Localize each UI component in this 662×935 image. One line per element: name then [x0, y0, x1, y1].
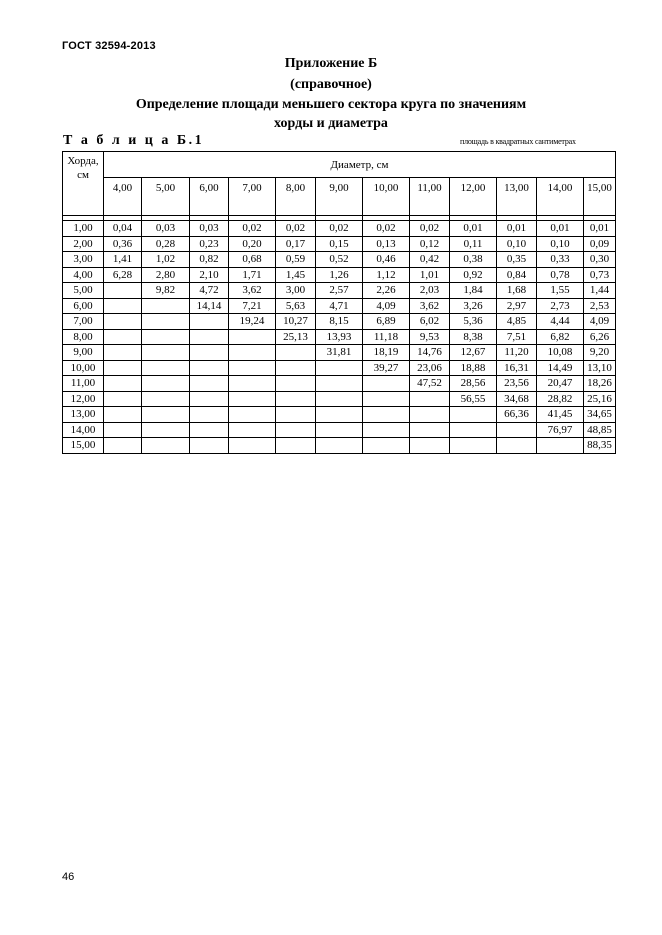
area-cell: 9,82: [142, 283, 190, 299]
area-cell: 28,56: [450, 376, 497, 392]
appendix-title: Приложение Б: [284, 56, 378, 71]
area-cell: 8,38: [450, 329, 497, 345]
area-cell: 0,46: [363, 252, 410, 268]
table-row: [63, 391, 616, 407]
area-cell: [190, 329, 229, 345]
area-cell: 8,15: [316, 314, 363, 330]
area-cell: [276, 391, 316, 407]
area-cell: [276, 407, 316, 423]
area-cell: 1,71: [229, 267, 276, 283]
area-cell: 0,28: [142, 236, 190, 252]
area-cell: [142, 314, 190, 330]
area-cell: 0,35: [497, 252, 537, 268]
area-cell: 1,01: [410, 267, 450, 283]
area-cell: 19,24: [229, 314, 276, 330]
area-cell: 10,27: [276, 314, 316, 330]
area-cell: 0,01: [450, 221, 497, 237]
area-cell: [276, 360, 316, 376]
corner-header-cell: [63, 152, 104, 216]
chord-cell: 7,00: [63, 314, 104, 330]
area-cell: 0,02: [229, 221, 276, 237]
chord-cell: 5,00: [63, 283, 104, 299]
area-cell: [316, 407, 363, 423]
area-cell: 0,03: [142, 221, 190, 237]
table-row: [63, 376, 616, 392]
corner-label-line1: Хорда,: [67, 155, 99, 167]
area-cell: 2,97: [497, 298, 537, 314]
area-cell: 11,18: [363, 329, 410, 345]
table-row: [63, 252, 616, 268]
area-cell: 3,26: [450, 298, 497, 314]
area-cell: 0,10: [537, 236, 584, 252]
appendix-note: (справочное): [290, 77, 372, 92]
diameter-column-header: 4,00: [104, 178, 142, 216]
area-cell: [142, 345, 190, 361]
area-cell: 66,36: [497, 407, 537, 423]
area-cell: 28,82: [537, 391, 584, 407]
area-cell: [276, 422, 316, 438]
area-cell: 0,01: [537, 221, 584, 237]
standard-designation: ГОСТ 32594-2013: [62, 40, 156, 52]
area-cell: [450, 438, 497, 454]
area-cell: 5,63: [276, 298, 316, 314]
area-cell: 1,26: [316, 267, 363, 283]
area-cell: [363, 407, 410, 423]
area-cell: 14,14: [190, 298, 229, 314]
area-cell: 0,03: [190, 221, 229, 237]
area-cell: [276, 376, 316, 392]
area-cell: [229, 345, 276, 361]
area-cell: [142, 407, 190, 423]
area-cell: [410, 407, 450, 423]
area-cell: [363, 376, 410, 392]
table-row: [63, 221, 616, 237]
area-cell: [104, 329, 142, 345]
table-row: [63, 407, 616, 423]
table-row: [63, 360, 616, 376]
diameter-column-header: 12,00: [450, 178, 497, 216]
area-cell: [363, 438, 410, 454]
area-cell: [104, 283, 142, 299]
area-cell: 0,01: [584, 221, 616, 237]
area-cell: 2,53: [584, 298, 616, 314]
area-cell: 1,02: [142, 252, 190, 268]
area-cell: 25,13: [276, 329, 316, 345]
diameter-column-header: 13,00: [497, 178, 537, 216]
area-cell: 10,08: [537, 345, 584, 361]
diameter-column-header: 5,00: [142, 178, 190, 216]
area-cell: 48,85: [584, 422, 616, 438]
area-cell: [410, 391, 450, 407]
area-cell: 2,26: [363, 283, 410, 299]
chord-cell: 12,00: [63, 391, 104, 407]
area-cell: 0,73: [584, 267, 616, 283]
area-cell: 1,55: [537, 283, 584, 299]
area-cell: 0,42: [410, 252, 450, 268]
area-cell: 14,49: [537, 360, 584, 376]
area-cell: 9,53: [410, 329, 450, 345]
diameter-column-header: 9,00: [316, 178, 363, 216]
area-cell: 12,67: [450, 345, 497, 361]
area-cell: [316, 360, 363, 376]
area-cell: [190, 314, 229, 330]
corner-label-line2: см: [77, 169, 89, 181]
area-cell: 31,81: [316, 345, 363, 361]
table-row: [63, 345, 616, 361]
area-cell: 1,41: [104, 252, 142, 268]
area-cell: [104, 314, 142, 330]
area-cell: [450, 422, 497, 438]
area-cell: 0,11: [450, 236, 497, 252]
diameter-column-header: 7,00: [229, 178, 276, 216]
chord-cell: 15,00: [63, 438, 104, 454]
area-cell: 13,10: [584, 360, 616, 376]
area-cell: [142, 438, 190, 454]
area-cell: [229, 360, 276, 376]
area-cell: 20,47: [537, 376, 584, 392]
diameter-column-header: 6,00: [190, 178, 229, 216]
area-cell: [497, 438, 537, 454]
area-cell: 5,36: [450, 314, 497, 330]
area-cell: 0,36: [104, 236, 142, 252]
area-cell: [363, 391, 410, 407]
area-cell: 2,73: [537, 298, 584, 314]
area-cell: 0,84: [497, 267, 537, 283]
area-cell: [316, 422, 363, 438]
area-cell: 0,30: [584, 252, 616, 268]
area-cell: [104, 391, 142, 407]
area-cell: [190, 376, 229, 392]
diameter-column-header: 15,00: [584, 178, 616, 216]
area-cell: [190, 391, 229, 407]
area-cell: [104, 360, 142, 376]
area-cell: 0,78: [537, 267, 584, 283]
area-cell: 2,80: [142, 267, 190, 283]
area-cell: 18,88: [450, 360, 497, 376]
area-cell: 0,02: [276, 221, 316, 237]
area-cell: 76,97: [537, 422, 584, 438]
area-cell: [142, 360, 190, 376]
area-cell: 3,62: [410, 298, 450, 314]
chord-cell: 8,00: [63, 329, 104, 345]
area-cell: 9,20: [584, 345, 616, 361]
area-cell: [104, 298, 142, 314]
area-cell: 34,65: [584, 407, 616, 423]
area-cell: 3,00: [276, 283, 316, 299]
area-cell: [142, 298, 190, 314]
area-cell: 13,93: [316, 329, 363, 345]
chord-cell: 4,00: [63, 267, 104, 283]
area-cell: 0,09: [584, 236, 616, 252]
area-cell: [142, 391, 190, 407]
area-cell: [190, 360, 229, 376]
table-row: [63, 283, 616, 299]
area-cell: 0,33: [537, 252, 584, 268]
area-cell: 0,82: [190, 252, 229, 268]
area-cell: 6,89: [363, 314, 410, 330]
area-cell: 6,82: [537, 329, 584, 345]
area-cell: [190, 345, 229, 361]
table-caption: Т а б л и ц а Б.1: [63, 133, 205, 148]
unit-note: площадь в квадратных сантиметрах: [460, 137, 576, 146]
table-row: [63, 236, 616, 252]
diameter-header: Диаметр, см: [104, 152, 616, 178]
area-cell: 0,68: [229, 252, 276, 268]
area-cell: 6,02: [410, 314, 450, 330]
area-cell: 4,85: [497, 314, 537, 330]
area-cell: 23,56: [497, 376, 537, 392]
area-cell: [316, 391, 363, 407]
area-cell: [190, 407, 229, 423]
area-cell: [104, 438, 142, 454]
area-cell: [142, 422, 190, 438]
area-cell: 18,19: [363, 345, 410, 361]
diameter-column-header: 14,00: [537, 178, 584, 216]
area-cell: 0,20: [229, 236, 276, 252]
chord-cell: 6,00: [63, 298, 104, 314]
area-cell: [104, 376, 142, 392]
area-cell: [229, 422, 276, 438]
area-cell: 4,72: [190, 283, 229, 299]
area-cell: 39,27: [363, 360, 410, 376]
area-cell: 0,15: [316, 236, 363, 252]
area-cell: 4,09: [584, 314, 616, 330]
diameter-column-header: 8,00: [276, 178, 316, 216]
area-cell: 0,01: [497, 221, 537, 237]
chord-cell: 2,00: [63, 236, 104, 252]
area-cell: [450, 407, 497, 423]
area-cell: [104, 345, 142, 361]
area-cell: 4,09: [363, 298, 410, 314]
area-cell: 0,10: [497, 236, 537, 252]
area-cell: 6,26: [584, 329, 616, 345]
area-cell: 14,76: [410, 345, 450, 361]
area-cell: 1,12: [363, 267, 410, 283]
table-row: [63, 298, 616, 314]
chord-cell: 11,00: [63, 376, 104, 392]
area-cell: 0,04: [104, 221, 142, 237]
area-cell: 2,57: [316, 283, 363, 299]
area-cell: 25,16: [584, 391, 616, 407]
area-cell: 47,52: [410, 376, 450, 392]
table-row: [63, 422, 616, 438]
chord-cell: 10,00: [63, 360, 104, 376]
area-cell: 0,13: [363, 236, 410, 252]
area-cell: 2,10: [190, 267, 229, 283]
area-cell: [537, 438, 584, 454]
area-cell: 3,62: [229, 283, 276, 299]
area-cell: 0,12: [410, 236, 450, 252]
chord-cell: 13,00: [63, 407, 104, 423]
area-cell: 0,92: [450, 267, 497, 283]
chord-cell: 1,00: [63, 221, 104, 237]
area-cell: [190, 438, 229, 454]
diameter-column-header: 11,00: [410, 178, 450, 216]
area-cell: 0,52: [316, 252, 363, 268]
table-row: [63, 438, 616, 454]
area-cell: 0,23: [190, 236, 229, 252]
area-cell: 88,35: [584, 438, 616, 454]
area-cell: 1,45: [276, 267, 316, 283]
diameter-column-header: 10,00: [363, 178, 410, 216]
area-cell: [142, 376, 190, 392]
chord-cell: 3,00: [63, 252, 104, 268]
area-cell: [316, 376, 363, 392]
area-cell: [229, 329, 276, 345]
area-cell: 1,44: [584, 283, 616, 299]
area-cell: 18,26: [584, 376, 616, 392]
area-cell: 34,68: [497, 391, 537, 407]
area-cell: [104, 422, 142, 438]
area-cell: 2,03: [410, 283, 450, 299]
table-row: [63, 267, 616, 283]
page-number: 46: [62, 871, 75, 883]
sector-area-table: [62, 151, 616, 454]
table-row: [63, 314, 616, 330]
area-cell: [229, 391, 276, 407]
area-cell: 0,17: [276, 236, 316, 252]
area-cell: 56,55: [450, 391, 497, 407]
area-cell: 41,45: [537, 407, 584, 423]
area-cell: [229, 376, 276, 392]
area-cell: 0,02: [363, 221, 410, 237]
area-cell: [104, 407, 142, 423]
area-cell: 16,31: [497, 360, 537, 376]
chord-cell: 14,00: [63, 422, 104, 438]
area-cell: 6,28: [104, 267, 142, 283]
area-cell: 23,06: [410, 360, 450, 376]
area-cell: 1,84: [450, 283, 497, 299]
table-row: [63, 329, 616, 345]
area-cell: 0,38: [450, 252, 497, 268]
area-cell: 4,71: [316, 298, 363, 314]
area-cell: [316, 438, 363, 454]
area-cell: [276, 438, 316, 454]
area-cell: 11,20: [497, 345, 537, 361]
area-cell: [497, 422, 537, 438]
area-cell: 0,02: [316, 221, 363, 237]
chord-cell: 9,00: [63, 345, 104, 361]
area-cell: [229, 407, 276, 423]
area-cell: 7,51: [497, 329, 537, 345]
diameter-values-row: [63, 178, 616, 216]
area-cell: [276, 345, 316, 361]
area-cell: 0,02: [410, 221, 450, 237]
area-cell: 4,44: [537, 314, 584, 330]
area-cell: 1,68: [497, 283, 537, 299]
appendix-heading-line1: Определение площади меньшего сектора круга по значениям: [135, 97, 527, 112]
area-cell: [363, 422, 410, 438]
area-cell: [229, 438, 276, 454]
area-cell: 7,21: [229, 298, 276, 314]
area-cell: 0,59: [276, 252, 316, 268]
area-cell: [142, 329, 190, 345]
area-cell: [190, 422, 229, 438]
appendix-heading-line2: хорды и диаметра: [274, 116, 388, 131]
area-cell: [410, 422, 450, 438]
area-cell: [410, 438, 450, 454]
table-body: [63, 216, 616, 454]
